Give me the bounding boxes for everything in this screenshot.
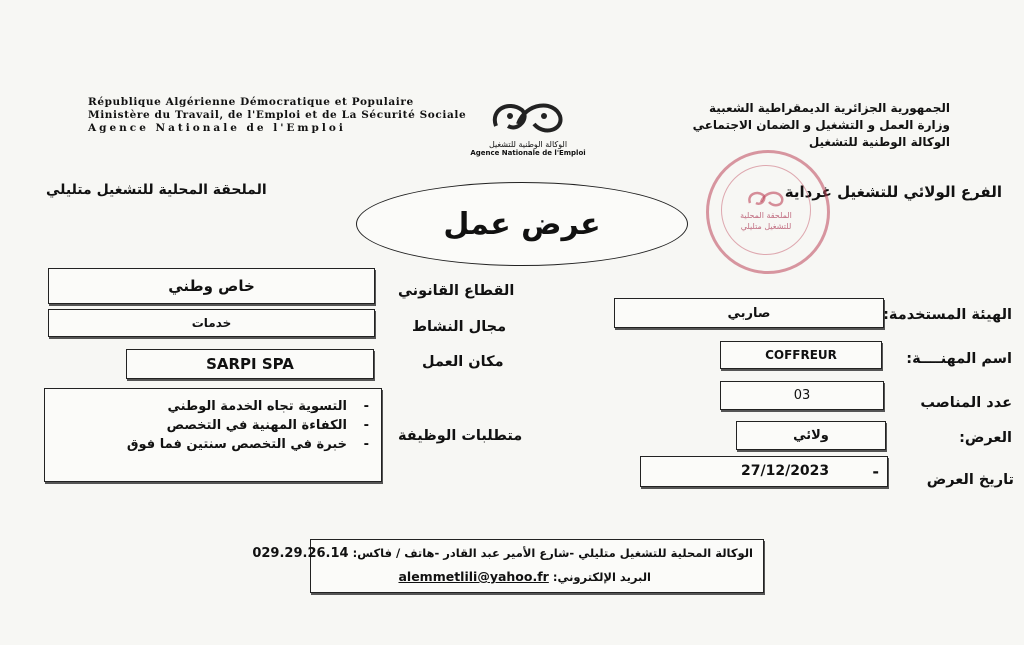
agency-logo: [468, 96, 588, 164]
branch-left: الملحقة المحلية للتشغيل متليلي: [46, 182, 267, 198]
header-ar-line: وزارة العمل و التشغيل و الضمان الاجتماعي: [692, 118, 950, 132]
footer-email-label: البريد الإلكتروني:: [552, 570, 651, 584]
offer-type-value: ولائي: [736, 421, 886, 450]
offer-date-box: [640, 456, 888, 487]
logo-fr-text: Agence Nationale de l'Emploi: [470, 149, 586, 157]
positions-value: 03: [720, 381, 884, 410]
header-fr: [88, 96, 466, 135]
header-ar: [693, 100, 950, 151]
requirement-text: خبرة في التخصص سنتين فما فوق: [126, 437, 347, 452]
requirement-text: التسوية تجاه الخدمة الوطني: [167, 399, 347, 414]
header-ar-line: الوكالة الوطنية للتشغيل: [808, 135, 950, 149]
list-item: -خبرة في التخصص سنتين فما فوق: [126, 437, 369, 452]
footer-contact-box: [252, 539, 764, 593]
stamp-text: الملحقة المحلية للتشغيل متليلي: [740, 211, 792, 231]
job-title-label: اسم المهنــــة:: [906, 351, 1012, 367]
activity-label: مجال النشاط: [412, 319, 507, 335]
requirements-box: [44, 388, 382, 482]
offer-date-label: تاريخ العرض: [926, 472, 1014, 488]
activity-value: خدمات: [48, 309, 375, 337]
page-title: عرض عمل: [443, 206, 601, 242]
offer-date-value: 27/12/2023: [741, 463, 830, 479]
requirement-text: الكفاءة المهنية في التخصص: [166, 418, 347, 433]
list-item: -التسوية تجاه الخدمة الوطني: [167, 399, 369, 414]
legal-sector-label: القطاع القانوني: [398, 283, 515, 299]
workplace-label: مكان العمل: [422, 354, 504, 370]
title-oval: [356, 182, 688, 266]
legal-sector-value: خاص وطني: [48, 268, 375, 304]
header-fr-line: République Algérienne Démocratique et Populaire: [88, 96, 414, 108]
logo-ar-text: الوكالة الوطنية للتشغيل: [488, 140, 568, 149]
job-title-value: COFFREUR: [720, 341, 882, 369]
header-fr-line: Ministère du Travail, de l'Emploi et de La Sécurité Sociale: [88, 109, 467, 121]
employer-label: الهيئة المستخدمة:: [883, 307, 1012, 323]
requirements-label: متطلبات الوظيفة: [398, 428, 523, 444]
positions-label: عدد المناصب: [920, 395, 1012, 411]
header-ar-line: الجمهورية الجزائرية الديمقراطية الشعبية: [708, 101, 950, 115]
official-stamp: [706, 150, 830, 274]
employer-value: صاربي: [614, 298, 884, 328]
agency-logo-icon: [488, 96, 568, 140]
offer-date-dash: -: [872, 462, 879, 481]
branch-right: الفرع الولائي للتشغيل غرداية: [784, 183, 1002, 201]
footer-email[interactable]: alemmetlili@yahoo.fr: [398, 569, 549, 584]
stamp-logo-icon: [746, 188, 786, 210]
header-fr-line: Agence Nationale de l'Emploi: [88, 122, 346, 134]
footer-phone: 029.29.26.14: [252, 546, 349, 561]
list-item: -الكفاءة المهنية في التخصص: [166, 418, 369, 433]
footer-address: الوكالة المحلية للتشغيل متليلي -شارع الأمير عبد القادر -هاتف / فاكس:: [352, 546, 753, 560]
offer-type-label: العرض:: [959, 430, 1012, 446]
workplace-value: SARPI SPA: [126, 349, 374, 379]
